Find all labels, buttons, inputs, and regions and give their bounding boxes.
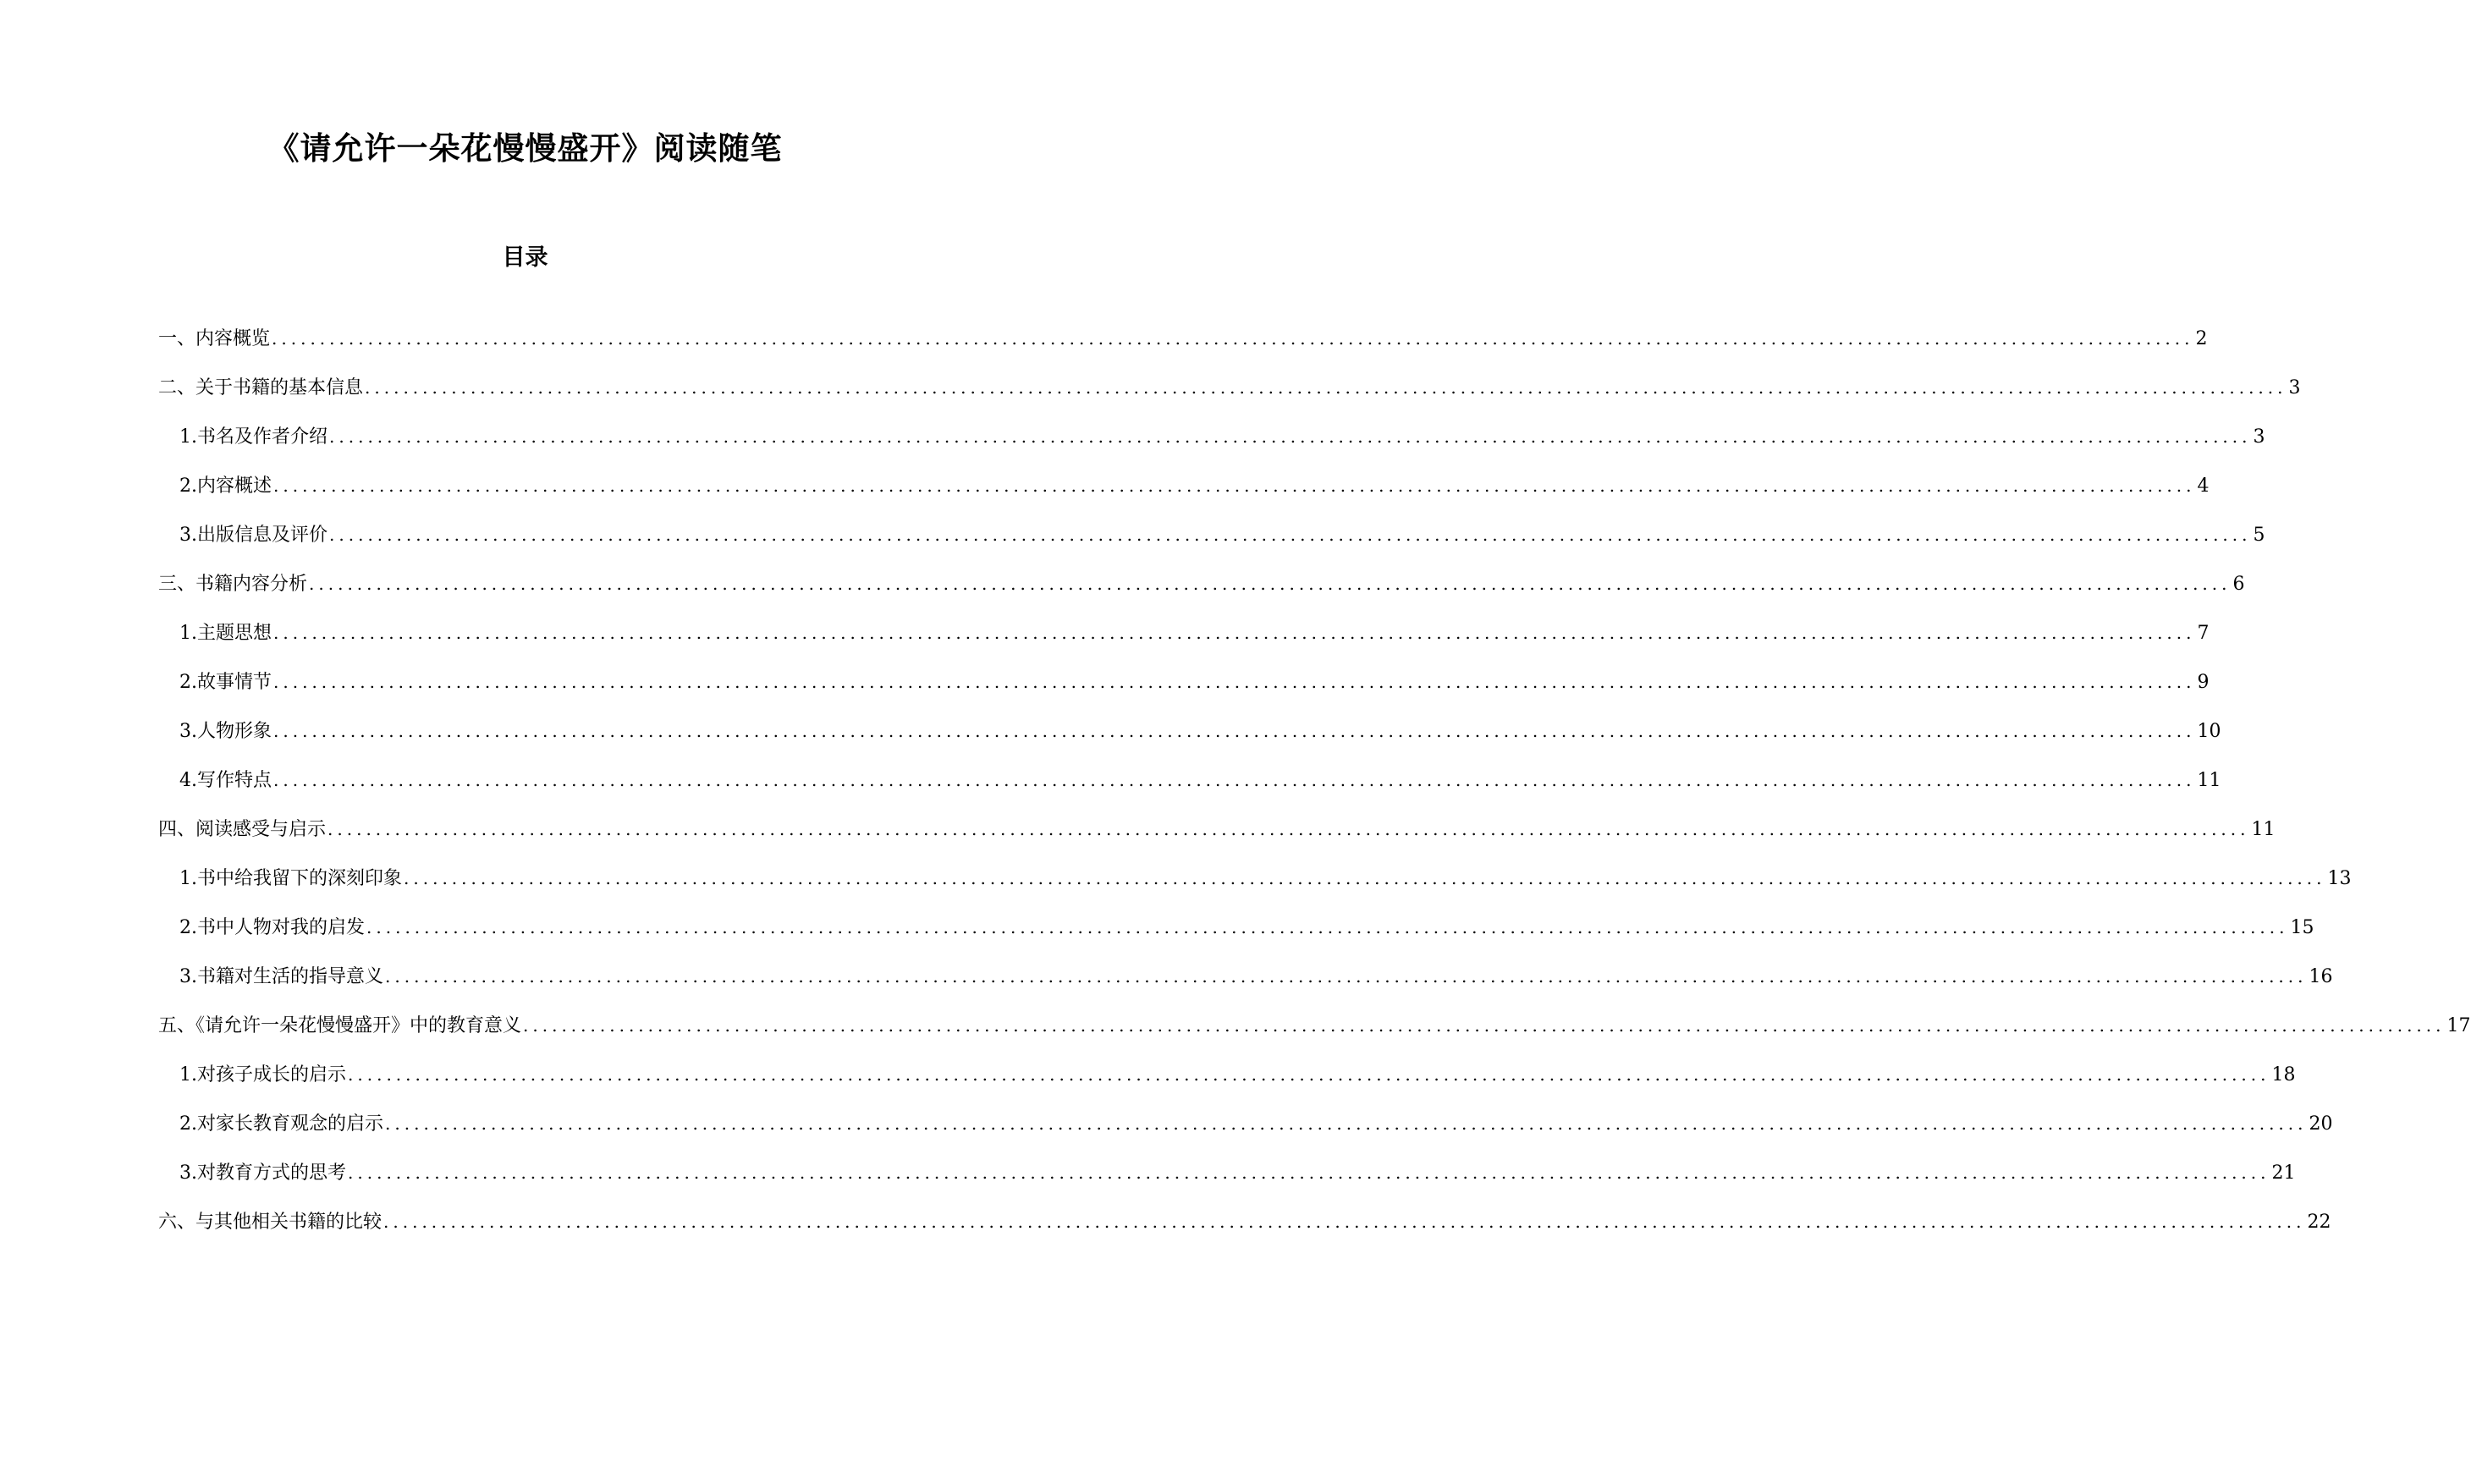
toc-entry-label: 一、内容概览: [158, 328, 271, 349]
toc-entry-page-number: 17: [2446, 1015, 2471, 1036]
toc-entry-page-number: 9: [2197, 672, 2210, 693]
toc-entry[interactable]: [179, 964, 2333, 989]
document-title: 《请允许一朵花慢慢盛开》阅读随笔: [267, 129, 783, 167]
toc-entry-leader-dots: ........................................................................................................................................................................................................: [385, 966, 2308, 987]
toc-entry-leader-dots: ........................................................................................................................................................................................................: [309, 574, 2232, 594]
toc-entry-number: 3.: [179, 525, 197, 546]
toc-entry-leader-dots: ........................................................................................................................................................................................................: [273, 770, 2196, 790]
toc-entry-page-number: 11: [2197, 770, 2221, 791]
toc-entry-number: 3.: [179, 721, 197, 742]
toc-entry-page-number: 2: [2195, 328, 2208, 349]
toc-entry-page-number: 21: [2271, 1162, 2296, 1184]
toc-entry-label: 四、阅读感受与启示: [158, 819, 327, 840]
toc-entry-label: 内容概述: [197, 475, 272, 497]
toc-entry-leader-dots: ........................................................................................................................................................................................................: [329, 525, 2252, 545]
toc-entry-page-number: 10: [2197, 721, 2221, 742]
toc-entry[interactable]: [158, 1013, 2471, 1038]
toc-entry[interactable]: [179, 522, 2265, 547]
toc-entry-label: 书中给我留下的深刻印象: [197, 868, 403, 889]
toc-entry-label: 人物形象: [197, 721, 272, 742]
toc-entry-label: 书名及作者介绍: [197, 426, 328, 448]
toc-entry-page-number: 18: [2271, 1064, 2296, 1086]
toc-entry-label: 对孩子成长的启示: [197, 1064, 347, 1086]
toc-entry-label: 书籍对生活的指导意义: [197, 966, 384, 987]
toc-entry-label: 三、书籍内容分析: [158, 574, 308, 595]
toc-entry-number: 1.: [179, 1064, 197, 1086]
toc-entry-leader-dots: ........................................................................................................................................................................................................: [383, 1212, 2306, 1232]
toc-entry-page-number: 3: [2288, 377, 2301, 398]
toc-entry-leader-dots: ........................................................................................................................................................................................................: [273, 721, 2196, 741]
toc-entry-number: 1.: [179, 868, 197, 889]
toc-entry[interactable]: [179, 1111, 2333, 1136]
toc-entry-number: 1.: [179, 426, 197, 448]
toc-entry-leader-dots: ........................................................................................................................................................................................................: [327, 819, 2250, 839]
toc-entry-page-number: 4: [2197, 475, 2210, 497]
toc-entry-number: 1.: [179, 623, 197, 644]
toc-entry-leader-dots: ........................................................................................................................................................................................................: [272, 328, 2194, 349]
toc-entry-leader-dots: ........................................................................................................................................................................................................: [273, 475, 2196, 496]
toc-entry-number: 3.: [179, 1162, 197, 1184]
toc-entry-page-number: 5: [2253, 525, 2265, 546]
toc-entry-page-number: 6: [2232, 574, 2245, 595]
toc-entry-leader-dots: ........................................................................................................................................................................................................: [404, 868, 2326, 888]
toc-entry-label: 故事情节: [197, 672, 272, 693]
toc-entry-number: 2.: [179, 672, 197, 693]
toc-entry-label: 二、关于书籍的基本信息: [158, 377, 364, 398]
toc-entry-page-number: 13: [2327, 868, 2352, 889]
toc-entry[interactable]: [179, 1160, 2296, 1185]
toc-entry-label: 六、与其他相关书籍的比较: [158, 1212, 382, 1233]
toc-entry-label: 出版信息及评价: [197, 525, 328, 546]
toc-entry-leader-dots: ........................................................................................................................................................................................................: [523, 1015, 2446, 1036]
toc-entry[interactable]: [179, 473, 2210, 498]
toc-entry-number: 3.: [179, 966, 197, 987]
toc-entry[interactable]: [158, 816, 2276, 842]
toc-entry[interactable]: [158, 571, 2245, 596]
toc-entry-number: 4.: [179, 770, 197, 791]
toc-entry-page-number: 20: [2309, 1113, 2333, 1135]
toc-entry-number: 2.: [179, 475, 197, 497]
toc-heading: 目录: [502, 245, 548, 271]
toc-entry-page-number: 7: [2197, 623, 2210, 644]
toc-entry-leader-dots: ........................................................................................................................................................................................................: [273, 672, 2196, 692]
toc-entry-leader-dots: ........................................................................................................................................................................................................: [348, 1064, 2270, 1085]
toc-entry[interactable]: [158, 1209, 2331, 1234]
toc-entry-leader-dots: ........................................................................................................................................................................................................: [365, 377, 2287, 398]
toc-entry[interactable]: [179, 767, 2221, 793]
toc-entry[interactable]: [179, 718, 2221, 744]
toc-entry[interactable]: [179, 866, 2352, 891]
toc-entry-page-number: 11: [2251, 819, 2276, 840]
toc-entry-label: 对家长教育观念的启示: [197, 1113, 384, 1135]
toc-entry-label: 对教育方式的思考: [197, 1162, 347, 1184]
toc-entry[interactable]: [158, 375, 2301, 400]
toc-entry[interactable]: [179, 1062, 2296, 1087]
toc-entry[interactable]: [179, 424, 2265, 449]
toc-entry-label: 写作特点: [197, 770, 272, 791]
toc-entry-leader-dots: ........................................................................................................................................................................................................: [329, 426, 2252, 447]
toc-entry-label: 五、《请允许一朵花慢慢盛开》中的教育意义: [158, 1015, 522, 1036]
toc-entry-number: 2.: [179, 1113, 197, 1135]
toc-entry[interactable]: [179, 915, 2314, 940]
toc-entry[interactable]: [179, 620, 2210, 646]
toc-entry-leader-dots: ........................................................................................................................................................................................................: [348, 1162, 2270, 1183]
toc-entry[interactable]: [158, 326, 2208, 351]
toc-entry-number: 2.: [179, 917, 197, 938]
toc-entry[interactable]: [179, 669, 2210, 695]
toc-entry-page-number: 3: [2253, 426, 2265, 448]
toc-entry-leader-dots: ........................................................................................................................................................................................................: [385, 1113, 2308, 1134]
toc-entry-label: 主题思想: [197, 623, 272, 644]
toc-entry-page-number: 15: [2290, 917, 2314, 938]
toc-entry-leader-dots: ........................................................................................................................................................................................................: [273, 623, 2196, 643]
toc-entry-label: 书中人物对我的启发: [197, 917, 366, 938]
toc-entry-leader-dots: ........................................................................................................................................................................................................: [366, 917, 2289, 937]
toc-entry-page-number: 16: [2309, 966, 2333, 987]
toc-entry-page-number: 22: [2307, 1212, 2331, 1233]
